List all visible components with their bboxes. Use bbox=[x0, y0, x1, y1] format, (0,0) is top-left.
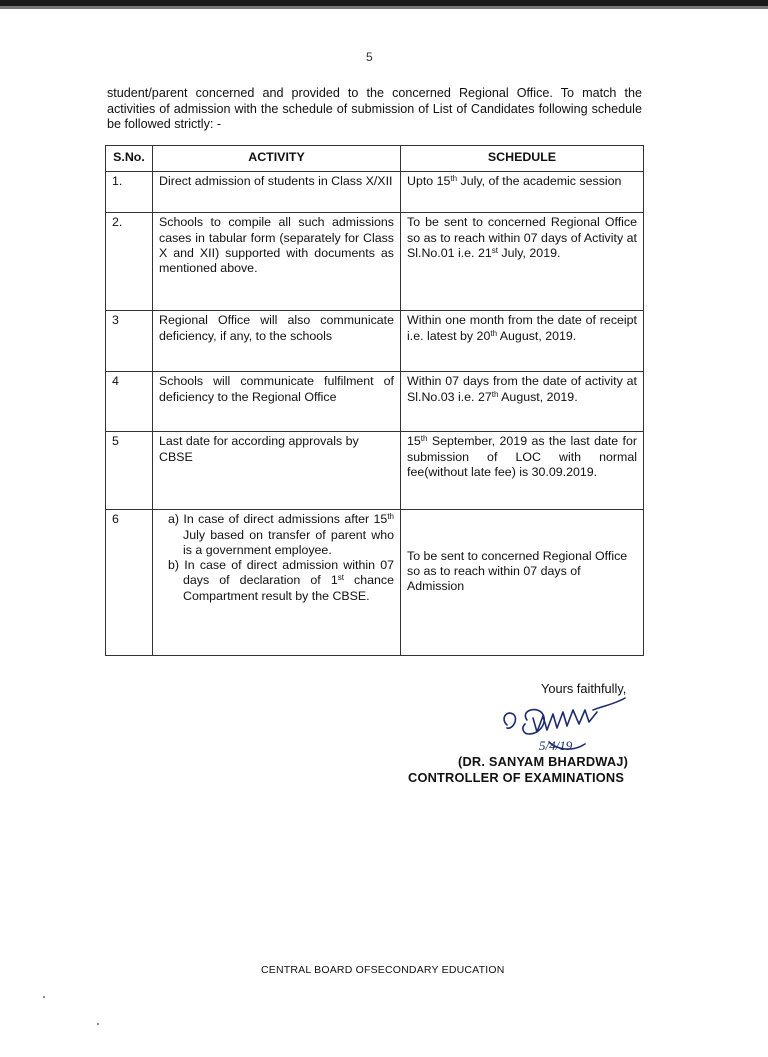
table-row bbox=[106, 311, 644, 372]
scan-top-shadow bbox=[0, 6, 768, 9]
signature-date: 5/4/19 bbox=[539, 738, 573, 753]
cell-schedule: 15th September, 2019 as the last date for submission of LOC with normal fee(without late fee) is 30.09.2019. bbox=[401, 432, 644, 510]
activity-sublist bbox=[159, 512, 394, 604]
cell-activity bbox=[153, 510, 401, 656]
cell-sno: 4 bbox=[106, 372, 153, 432]
cell-schedule: To be sent to concerned Regional Office so as to reach within 07 days of Admission bbox=[401, 510, 644, 656]
table-header-row bbox=[106, 146, 644, 172]
signatory-designation: CONTROLLER OF EXAMINATIONS bbox=[408, 770, 625, 785]
cell-activity: Regional Office will also communicate deficiency, if any, to the schools bbox=[153, 311, 401, 372]
table-row bbox=[106, 213, 644, 311]
scan-speck bbox=[97, 1023, 99, 1025]
table-row bbox=[106, 372, 644, 432]
cell-sno: 5 bbox=[106, 432, 153, 510]
scan-speck bbox=[43, 996, 45, 998]
handwritten-signature bbox=[493, 690, 643, 760]
cell-schedule: Within one month from the date of receipt i.e. latest by 20th August, 2019. bbox=[401, 311, 644, 372]
closing-salutation: Yours faithfully, bbox=[541, 681, 627, 696]
cell-schedule: To be sent to concerned Regional Office so as to reach within 07 days of Activity at Sl.No.01 i.e. 21st July, 2019. bbox=[401, 213, 644, 311]
cell-sno: 1. bbox=[106, 172, 153, 213]
cell-sno: 3 bbox=[106, 311, 153, 372]
table-row bbox=[106, 432, 644, 510]
column-header-schedule: SCHEDULE bbox=[401, 146, 644, 172]
footer-organization: CENTRAL BOARD OFSECONDARY EDUCATION bbox=[261, 964, 505, 976]
cell-activity: Last date for according approvals by CBSE bbox=[153, 432, 401, 510]
intro-paragraph: student/parent concerned and provided to the concerned Regional Office. To match the activities of admission with the schedule of submission of List of Candidates following schedule be followed strictly: - bbox=[107, 86, 642, 131]
cell-sno: 6 bbox=[106, 510, 153, 656]
cell-sno: 2. bbox=[106, 213, 153, 311]
cell-schedule: Within 07 days from the date of activity at Sl.No.03 i.e. 27th August, 2019. bbox=[401, 372, 644, 432]
cell-schedule: Upto 15th July, of the academic session bbox=[401, 172, 644, 213]
signatory-name: (DR. SANYAM BHARDWAJ) bbox=[458, 754, 629, 769]
page-number: 5 bbox=[366, 50, 373, 64]
cell-activity: Direct admission of students in Class X/XII bbox=[153, 172, 401, 213]
cell-activity: Schools to compile all such admissions cases in tabular form (separately for Class X and XII) supported with documents as mentioned above. bbox=[153, 213, 401, 311]
schedule-table bbox=[105, 145, 644, 656]
column-header-sno: S.No. bbox=[106, 146, 153, 172]
table-row bbox=[106, 510, 644, 656]
list-item: b) In case of direct admission within 07 days of declaration of 1st chance Compartment result by the CBSE. bbox=[168, 558, 394, 603]
column-header-activity: ACTIVITY bbox=[153, 146, 401, 172]
cell-activity: Schools will communicate fulfilment of deficiency to the Regional Office bbox=[153, 372, 401, 432]
table-row bbox=[106, 172, 644, 213]
list-item: a) In case of direct admissions after 15th July based on transfer of parent who is a government employee. bbox=[168, 512, 394, 557]
